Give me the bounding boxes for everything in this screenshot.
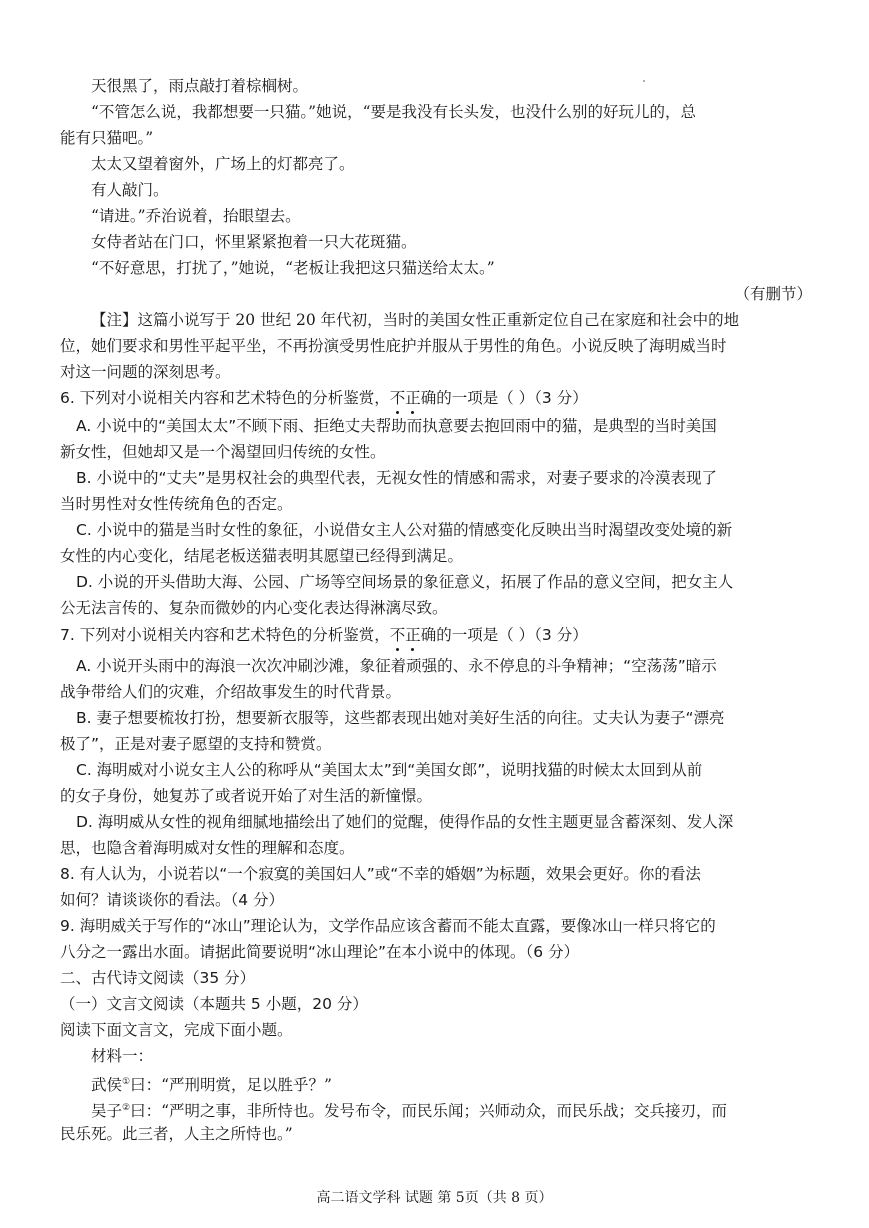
q7-option-b-cont: 极了”，正是对妻子愿望的支持和赞赏。 xyxy=(60,735,332,753)
question-6-stem: 6. 下列对小说相关内容和艺术特色的分析鉴赏，不正确的一项是（ ）（3 分） xyxy=(60,389,588,407)
story-line: “请进。”乔治说着，抬眼望去。 xyxy=(91,207,301,225)
q7-option-d: D. 海明威从女性的视角细腻地描绘出了她们的觉醒，使得作品的女性主题更显含蓄深刻、发人深 xyxy=(76,813,734,831)
q6-option-b: B. 小说中的“丈夫”是男权社会的典型代表，无视女性的情感和需求，对妻子要求的冷漠表现了 xyxy=(76,469,718,487)
footnote-line: 对这一问题的深刻思考。 xyxy=(60,363,231,381)
classical-line: 武侯①曰：“严刑明赏，足以胜乎？” xyxy=(91,1076,332,1095)
emphasis-dot: 正 xyxy=(405,389,421,407)
q7-option-a: A. 小说开头雨中的海浪一次次冲刷沙滩，象征着顽强的、永不停息的斗争精神；“空荡荡”暗示 xyxy=(76,657,717,675)
q6-option-b-cont: 当时男性对女性传统角色的否定。 xyxy=(60,495,293,513)
question-9: 9. 海明威关于写作的“冰山”理论认为，文学作品应该含蓄而不能太直露，要像冰山一样只将它的 xyxy=(60,917,716,935)
q7-option-c: C. 海明威对小说女主人公的称呼从“美国太太”到“美国女郎”，说明找猫的时候太太回到从前 xyxy=(76,761,703,779)
emphasis-dot: 不 xyxy=(389,389,406,407)
instruction: 阅读下面文言文，完成下面小题。 xyxy=(60,1021,293,1039)
question-8-cont: 如何？请谈谈你的看法。（4 分） xyxy=(60,891,285,909)
story-line: 能有只猫吧。” xyxy=(60,129,154,147)
q7-option-c-cont: 的女子身份，她复苏了或者说开始了对生活的新憧憬。 xyxy=(60,787,433,805)
q7-option-b: B. 妻子想要梳妆打扮，想要新衣服等，这些都表现出她对美好生活的向往。丈夫认为妻子“漂亮 xyxy=(76,709,725,727)
footnote-marker: ② xyxy=(122,1103,131,1113)
story-line: “不管怎么说，我都想要一只猫。”她说，“要是我没有长头发，也没什么别的好玩儿的，总 xyxy=(91,103,697,121)
q6-option-c: C. 小说中的猫是当时女性的象征，小说借女主人公对猫的情感变化反映出当时渴望改变处境的新 xyxy=(76,521,733,539)
section-heading: 二、古代诗文阅读（35 分） xyxy=(60,969,256,987)
q7-option-a-cont: 战争带给人们的灾难，介绍故事发生的时代背景。 xyxy=(60,683,402,701)
question-7-stem: 7. 下列对小说相关内容和艺术特色的分析鉴赏，不正确的一项是（ ）（3 分） xyxy=(60,626,588,644)
story-line: 女侍者站在门口，怀里紧紧抱着一只大花斑猫。 xyxy=(91,233,417,251)
page-footer: 高二语文学科 试题 第 5页（共 8 页） xyxy=(316,1190,553,1206)
q6-option-c-cont: 女性的内心变化，结尾老板送猫表明其愿望已经得到满足。 xyxy=(60,547,464,565)
question-9-cont: 八分之一露出水面。请据此简要说明“冰山理论”在本小说中的体现。（6 分） xyxy=(60,943,580,961)
footnote-line: 位，她们要求和男性平起平坐，不再扮演受男性庇护并服从于男性的角色。小说反映了海明威当时 xyxy=(60,337,727,355)
abridged-note: （有删节） xyxy=(734,285,812,303)
footnote-marker: ① xyxy=(122,1077,131,1087)
story-line: 太太又望着窗外，广场上的灯都亮了。 xyxy=(91,155,355,173)
q6-option-d: D. 小说的开头借助大海、公园、广场等空间场景的象征意义，拓展了作品的意义空间，把女主人 xyxy=(76,573,734,591)
emphasis-dot: 不 xyxy=(389,626,406,644)
story-line: “不好意思，打扰了，”她说，“老板让我把这只猫送给太太。” xyxy=(91,259,495,277)
q6-option-d-cont: 公无法言传的、复杂而微妙的内心变化表达得淋漓尽致。 xyxy=(60,599,448,617)
subsection-heading: （一）文言文阅读（本题共 5 小题，20 分） xyxy=(60,995,368,1013)
classical-line: 民乐死。此三者，人主之所恃也。” xyxy=(60,1125,293,1143)
q7-option-d-cont: 思，也隐含着海明威对女性的理解和态度。 xyxy=(60,839,355,857)
q6-option-a-cont: 新女性，但她却又是一个渴望回归传统的女性。 xyxy=(60,443,386,461)
story-line: 天很黑了，雨点敲打着棕榈树。 xyxy=(91,77,309,95)
question-8: 8. 有人认为，小说若以“一个寂寞的美国妇人”或“不幸的婚姻”为标题，效果会更好。你的看法 xyxy=(60,865,701,883)
material-label: 材料一： xyxy=(91,1047,154,1065)
footnote-line: 【注】这篇小说写于 20 世纪 20 年代初，当时的美国女性正重新定位自己在家庭和社会中的地 xyxy=(91,311,740,329)
classical-line: 吴子②曰：“严明之事，非所恃也。发号布令，而民乐闻；兴师动众，而民乐战；交兵接刃，而 xyxy=(91,1102,728,1121)
emphasis-dot: 正 xyxy=(405,626,421,644)
q6-option-a: A. 小说中的“美国太太”不顾下雨、拒绝丈夫帮助而执意要去抱回雨中的猫，是典型的当时美国 xyxy=(76,417,717,435)
story-line: 有人敲门。 xyxy=(91,181,169,199)
